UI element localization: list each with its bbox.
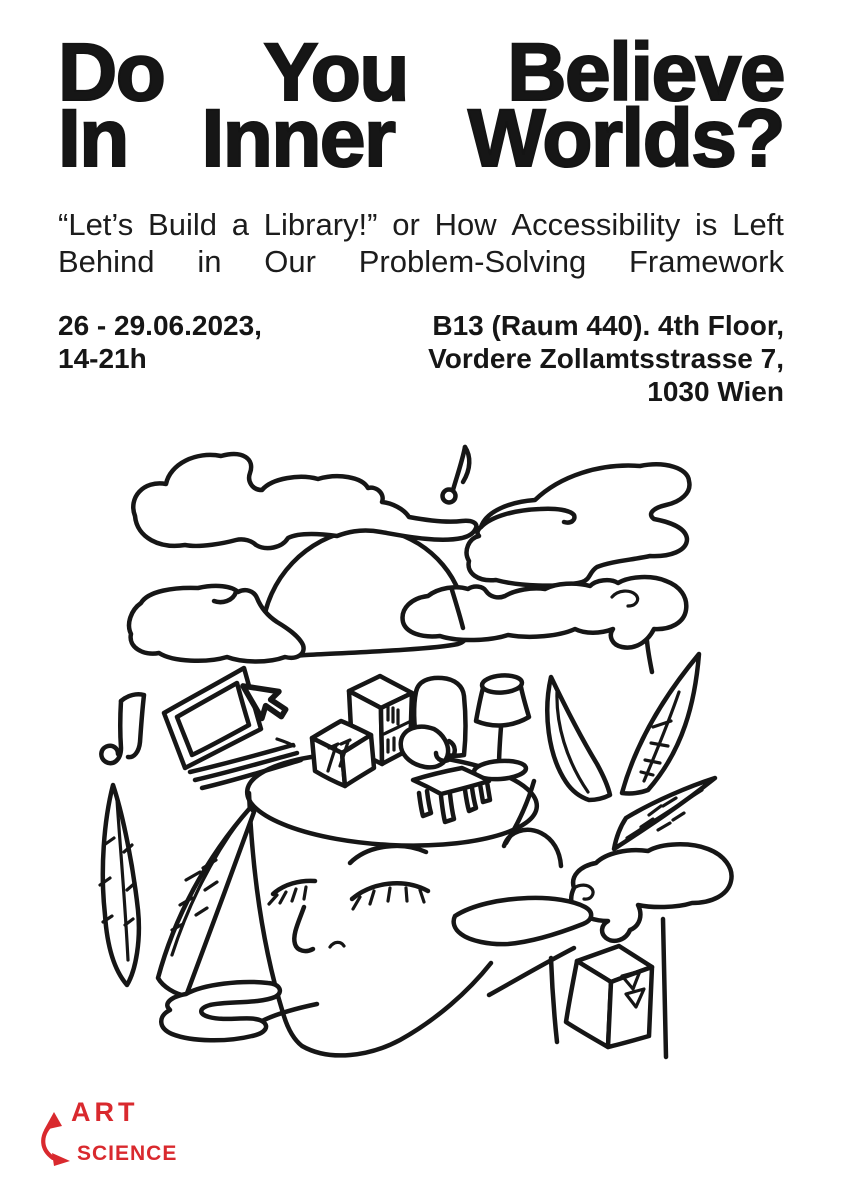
subtitle-word: Behind <box>58 244 155 279</box>
cloud-icon <box>467 464 690 585</box>
subtitle-word: How <box>434 207 497 242</box>
subtitle-word: Our <box>264 244 316 279</box>
subtitle <box>58 206 784 280</box>
title-word: Inner <box>201 93 395 184</box>
subtitle-line-2 <box>58 243 784 280</box>
subtitle-word: in <box>197 244 222 279</box>
subtitle-word: “Let’s <box>58 207 134 242</box>
event-dates-line2: 14-21h <box>58 343 147 374</box>
lamp-icon <box>473 674 529 781</box>
event-venue-line3: 1030 Wien <box>647 376 784 407</box>
eyebrow-icon <box>350 846 426 863</box>
logo-science-label: SCIENCE <box>77 1142 178 1165</box>
cloud-icon <box>403 577 687 648</box>
subtitle-word: is <box>695 207 718 242</box>
music-note-icon <box>101 694 144 763</box>
title-line-2 <box>58 93 784 184</box>
cloud-icon <box>133 454 476 548</box>
event-dates-line1: 26 - 29.06.2023, <box>58 310 262 341</box>
title-word: Believe <box>507 27 784 118</box>
title-word: In <box>58 93 128 184</box>
subtitle-word: Build <box>148 207 217 242</box>
event-venue <box>428 309 784 408</box>
logo-art-label: ART <box>71 1097 139 1127</box>
title-word: Do <box>58 27 165 118</box>
subtitle-word: a <box>231 207 249 242</box>
event-venue-line1: B13 (Raum 440). 4th Floor, <box>432 310 784 341</box>
closed-eye-icon <box>352 883 428 909</box>
nose-icon <box>294 907 344 951</box>
box-icon <box>312 721 374 786</box>
subtitle-word: Framework <box>628 244 784 279</box>
subtitle-word: Left <box>732 207 784 242</box>
title-word: You <box>263 27 408 118</box>
cloud-icon <box>454 844 732 944</box>
subtitle-word: Accessibility <box>511 207 681 242</box>
page-title <box>58 27 784 184</box>
title-word: Worlds? <box>468 93 784 184</box>
event-venue-line2: Vordere Zollamtsstrasse 7, <box>428 343 784 374</box>
subtitle-word: or <box>392 207 420 242</box>
closed-eye-icon <box>269 881 315 904</box>
head-doodle-illustration <box>95 440 755 1070</box>
plant-leaves-icon <box>547 641 715 849</box>
event-info <box>58 309 784 408</box>
event-dates <box>58 309 262 408</box>
subtitle-word: Problem-Solving <box>358 244 587 279</box>
plant-leaves-icon <box>100 785 254 996</box>
subtitle-line-1 <box>58 206 784 243</box>
music-note-icon <box>443 447 470 503</box>
subtitle-word: Library!” <box>263 207 378 242</box>
